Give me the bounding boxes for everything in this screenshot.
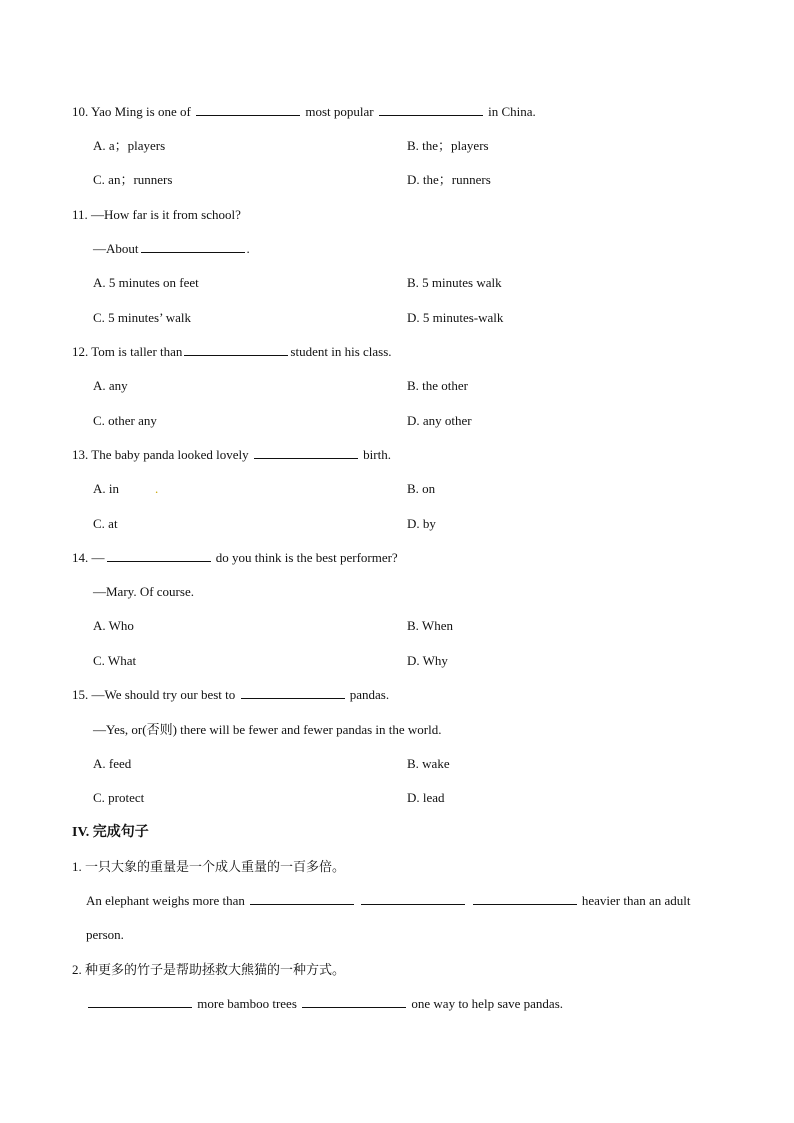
answer-blank[interactable] xyxy=(241,687,345,699)
option-a[interactable]: A. feed xyxy=(93,756,132,771)
option-b[interactable]: B. 5 minutes walk xyxy=(407,275,502,290)
option-c[interactable]: C. at xyxy=(93,516,118,531)
answer-blank[interactable] xyxy=(141,241,245,253)
option-a[interactable]: A. Who xyxy=(93,618,134,633)
question-15-reply: —Yes, or(否则) there will be fewer and fewer pandas in the world. xyxy=(93,722,442,737)
option-d[interactable]: D. 5 minutes-walk xyxy=(407,310,504,325)
stray-mark: . xyxy=(155,481,159,496)
option-c[interactable]: C. an；runners xyxy=(93,172,173,187)
sentence-1-english: An elephant weighs more than heavier than an adult xyxy=(86,893,691,908)
answer-blank[interactable] xyxy=(107,550,211,562)
question-11-reply: —About . xyxy=(93,241,250,256)
option-a[interactable]: A. in . xyxy=(93,481,159,496)
question-11-stem: 11. —How far is it from school? xyxy=(72,207,241,222)
answer-blank[interactable] xyxy=(473,893,577,905)
option-b[interactable]: B. on xyxy=(407,481,436,496)
option-b[interactable]: B. When xyxy=(407,618,453,633)
question-14-stem: 14. — do you think is the best performer? xyxy=(72,550,398,565)
sentence-2-english: more bamboo trees one way to help save pandas. xyxy=(86,996,563,1012)
option-d[interactable]: D. Why xyxy=(407,653,448,668)
answer-blank[interactable] xyxy=(184,344,288,356)
answer-blank[interactable] xyxy=(361,893,465,905)
sentence-1-chinese: 1. 一只大象的重量是一个成人重量的一百多倍。 xyxy=(72,859,346,874)
option-a[interactable]: A. any xyxy=(93,378,128,393)
question-12-stem: 12. Tom is taller than student in his class. xyxy=(72,344,392,359)
option-c[interactable]: C. other any xyxy=(93,413,157,428)
answer-blank[interactable] xyxy=(88,996,192,1008)
sentence-1-continuation: person. xyxy=(86,927,124,942)
question-14-reply: —Mary. Of course. xyxy=(93,584,194,599)
answer-blank[interactable] xyxy=(379,104,483,116)
question-10-stem: 10. Yao Ming is one of most popular in China. xyxy=(72,104,536,119)
option-c[interactable]: C. What xyxy=(93,653,137,668)
answer-blank[interactable] xyxy=(196,104,300,116)
answer-blank[interactable] xyxy=(254,447,358,459)
option-d[interactable]: D. the；runners xyxy=(407,172,491,187)
section-heading: IV. 完成句子 xyxy=(72,825,149,840)
sentence-2-chinese: 2. 种更多的竹子是帮助拯救大熊猫的一种方式。 xyxy=(72,962,346,977)
option-d[interactable]: D. any other xyxy=(407,413,472,428)
option-d[interactable]: D. lead xyxy=(407,790,445,805)
option-b[interactable]: B. the；players xyxy=(407,138,489,153)
option-a[interactable]: A. a；players xyxy=(93,138,166,153)
answer-blank[interactable] xyxy=(250,893,354,905)
option-d[interactable]: D. by xyxy=(407,516,436,531)
option-c[interactable]: C. protect xyxy=(93,790,145,805)
option-a[interactable]: A. 5 minutes on feet xyxy=(93,275,199,290)
answer-blank[interactable] xyxy=(302,996,406,1008)
option-b[interactable]: B. wake xyxy=(407,756,450,771)
question-15-stem: 15. —We should try our best to pandas. xyxy=(72,687,390,702)
question-13-stem: 13. The baby panda looked lovely birth. xyxy=(72,447,391,462)
option-b[interactable]: B. the other xyxy=(407,378,469,393)
option-c[interactable]: C. 5 minutes’ walk xyxy=(93,310,191,325)
